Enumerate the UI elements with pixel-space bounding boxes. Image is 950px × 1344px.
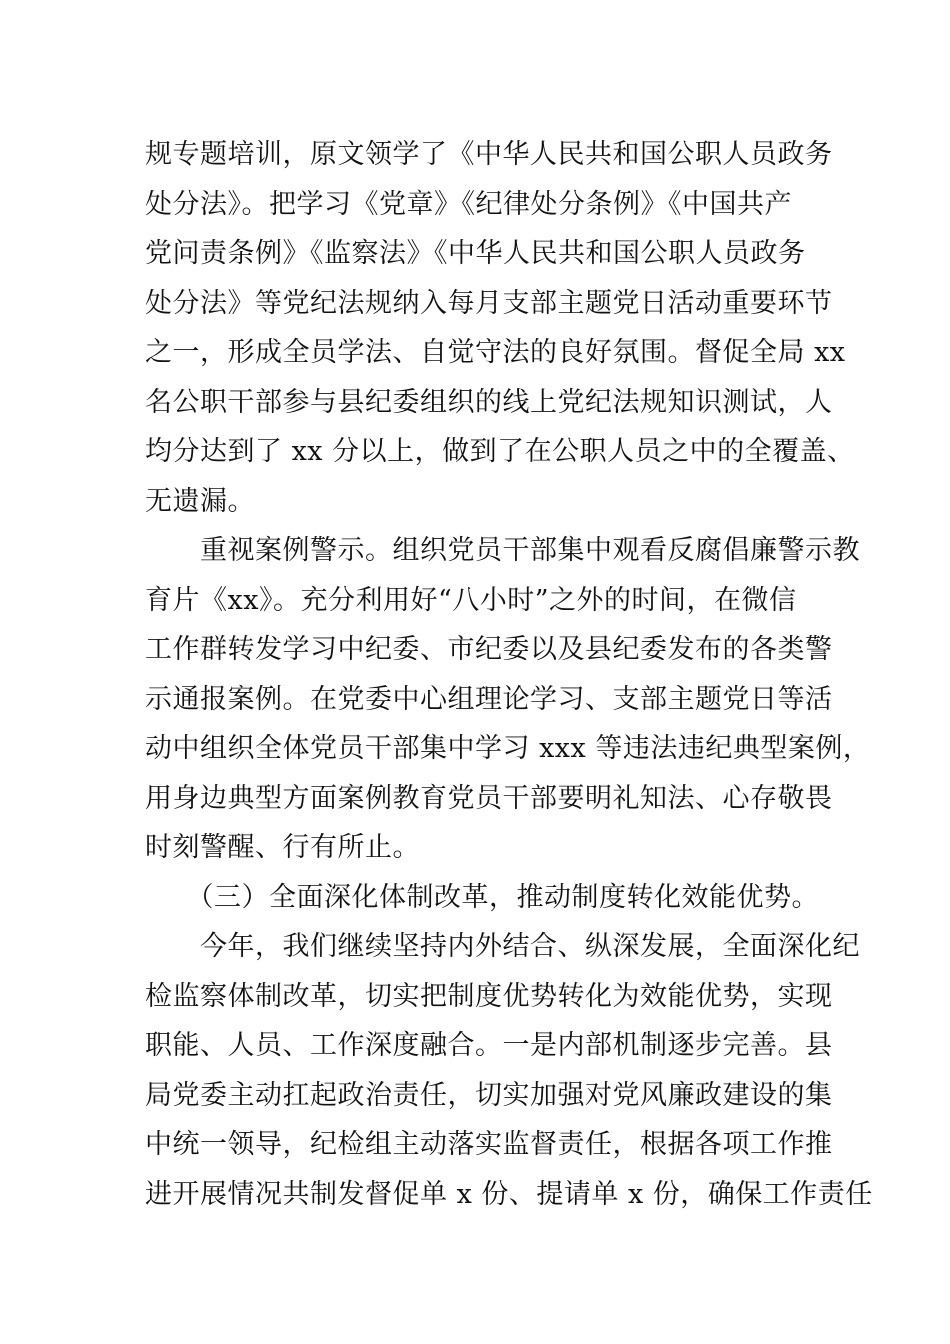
text-line: 名公职干部参与县纪委组织的线上党纪法规知识测试，人 xyxy=(145,386,833,418)
text-line: 工作群转发学习中纪委、市纪委以及县纪委发布的各类警 xyxy=(145,634,833,665)
text-line: 进开展情况共制发督促单 x 份、提请单 x 份，确保工作责任 xyxy=(145,1178,873,1210)
text-line: 职能、人员、工作深度融合。一是内部机制逐步完善。县 xyxy=(145,1030,833,1061)
text-line: 党问责条例》《监察法》《中华人民共和国公职人员政务 xyxy=(145,238,806,269)
text-line: 重视案例警示。组织党员干部集中观看反腐倡廉警示教 xyxy=(145,535,860,566)
document-body xyxy=(145,130,873,1219)
text-line: 局党委主动扛起政治责任，切实加强对党风廉政建设的集 xyxy=(145,1079,833,1111)
section-heading: （三）全面深化体制改革，推动制度转化效能优势。 xyxy=(145,881,819,913)
text-line: 育片《xx》。充分利用好“八小时”之外的时间，在微信 xyxy=(145,584,797,616)
text-line: 用身边典型方面案例教育党员干部要明礼知法、心存敬畏 xyxy=(145,782,833,814)
text-line: 中统一领导，纪检组主动落实监督责任，根据各项工作推 xyxy=(145,1129,833,1160)
text-line: 示通报案例。在党委中心组理论学习、支部主题党日等活 xyxy=(145,683,833,715)
text-line: 处分法》等党纪法规纳入每月支部主题党日活动重要环节 xyxy=(145,287,833,319)
text-line: 检监察体制改革，切实把制度优势转化为效能优势，实现 xyxy=(145,980,833,1012)
text-line: 无遗漏。 xyxy=(145,485,255,517)
text-line: 均分达到了 xx 分以上，做到了在公职人员之中的全覆盖、 xyxy=(145,436,855,467)
text-line: 规专题培训，原文领学了《中华人民共和国公职人员政务 xyxy=(145,139,833,170)
text-line: 时刻警醒、行有所止。 xyxy=(145,832,420,863)
text-line: 处分法》。把学习《党章》《纪律处分条例》《中国共产 xyxy=(145,188,792,220)
text-line: 之一，形成全员学法、自觉守法的良好氛围。督促全局 xx xyxy=(145,337,846,368)
text-line: 今年，我们继续坚持内外结合、纵深发展，全面深化纪 xyxy=(145,931,860,962)
text-line: 动中组织全体党员干部集中学习 xxx 等违法违纪典型案例， xyxy=(145,733,871,764)
